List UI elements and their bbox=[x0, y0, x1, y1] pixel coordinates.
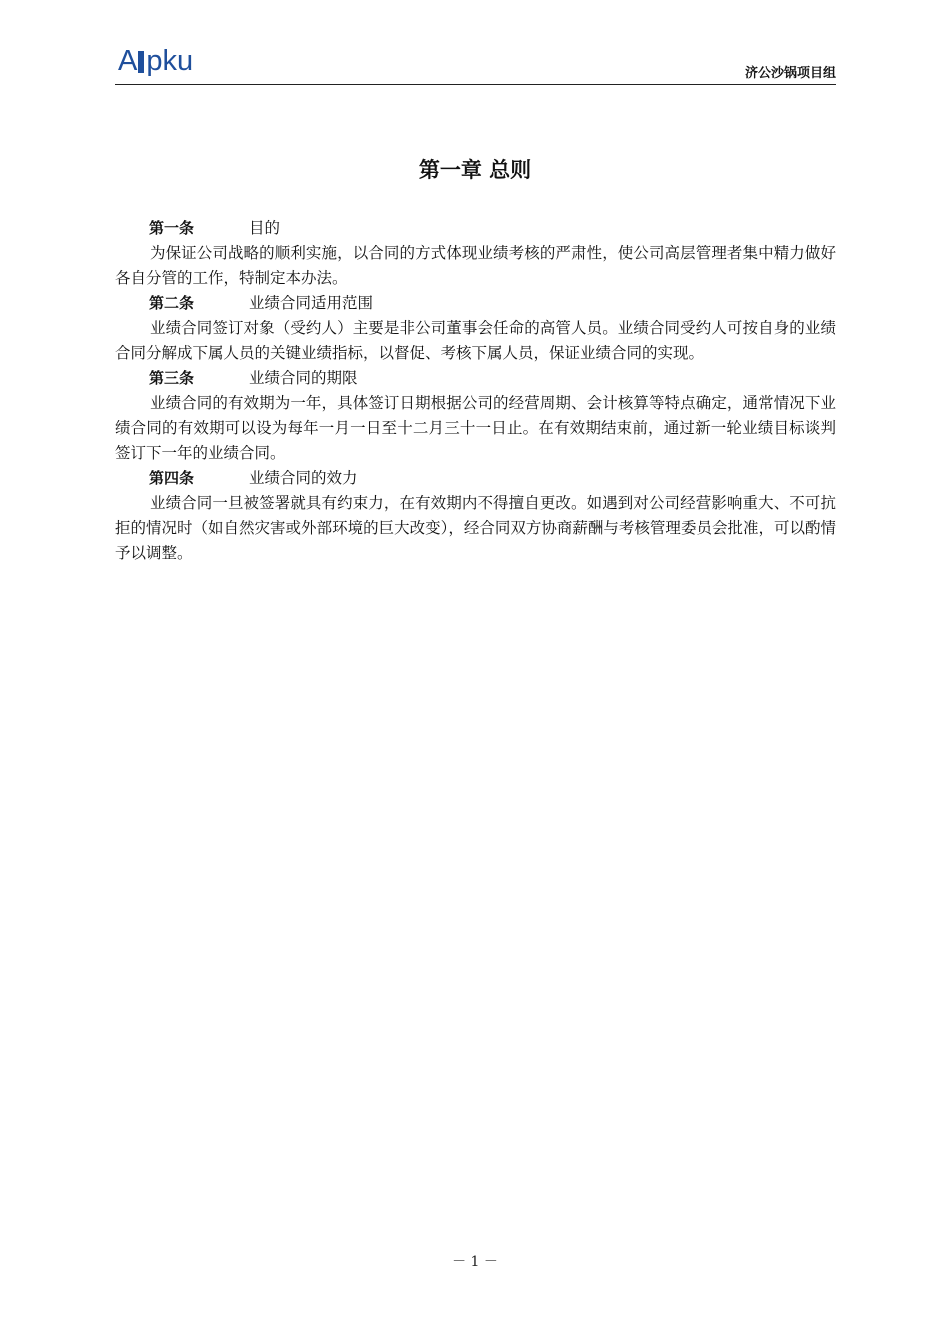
project-group-label: 济公沙锅项目组 bbox=[744, 66, 836, 81]
article-paragraph: 为保证公司战略的顺利实施，以合同的方式体现业绩考核的严肃性，使公司高层管理者集中精力做好各自分管的工作，特制定本办法。 bbox=[115, 244, 836, 287]
article-heading bbox=[115, 291, 836, 316]
article-2 bbox=[115, 291, 836, 366]
article-heading bbox=[115, 216, 836, 241]
article-title: 业绩合同的效力 bbox=[249, 469, 358, 487]
company-logo bbox=[118, 46, 193, 78]
article-number: 第二条 bbox=[149, 294, 195, 312]
article-paragraph: 业绩合同签订对象（受约人）主要是非公司董事会任命的高管人员。业绩合同受约人可按自身的业绩合同分解成下属人员的关键业绩指标，以督促、考核下属人员，保证业绩合同的实现。 bbox=[115, 319, 836, 362]
document-body bbox=[115, 216, 836, 566]
article-number: 第一条 bbox=[149, 219, 195, 237]
article-title: 业绩合同适用范围 bbox=[249, 294, 374, 312]
article-3 bbox=[115, 366, 836, 466]
logo-bar-mark bbox=[138, 51, 144, 73]
article-number: 第三条 bbox=[149, 369, 195, 387]
article-1 bbox=[115, 216, 836, 291]
chapter-title: 第一章 总则 bbox=[418, 158, 532, 182]
article-title: 业绩合同的期限 bbox=[249, 369, 358, 387]
article-4 bbox=[115, 466, 836, 566]
article-heading bbox=[115, 366, 836, 391]
page-header bbox=[115, 44, 836, 85]
article-heading bbox=[115, 466, 836, 491]
article-title: 目的 bbox=[249, 219, 281, 237]
article-number: 第四条 bbox=[149, 469, 195, 487]
article-paragraph: 业绩合同的有效期为一年，具体签订日期根据公司的经营周期、会计核算等特点确定，通常情况下业绩合同的有效期可以设为每年一月一日至十二月三十一日止。在有效期结束前，通过新一轮业绩目标谈判签订下一年的业绩合同。 bbox=[115, 394, 836, 462]
article-paragraph: 业绩合同一旦被签署就具有约束力，在有效期内不得擅自更改。如遇到对公司经营影响重大、不可抗拒的情况时（如自然灾害或外部环境的巨大改变），经合同双方协商薪酬与考核管理委员会批准，可以酌情予以调整。 bbox=[115, 494, 836, 562]
logo-letter-a: A bbox=[118, 45, 138, 77]
page-number: － 1 － bbox=[452, 1254, 498, 1270]
logo-letters-pku: pku bbox=[146, 45, 194, 77]
